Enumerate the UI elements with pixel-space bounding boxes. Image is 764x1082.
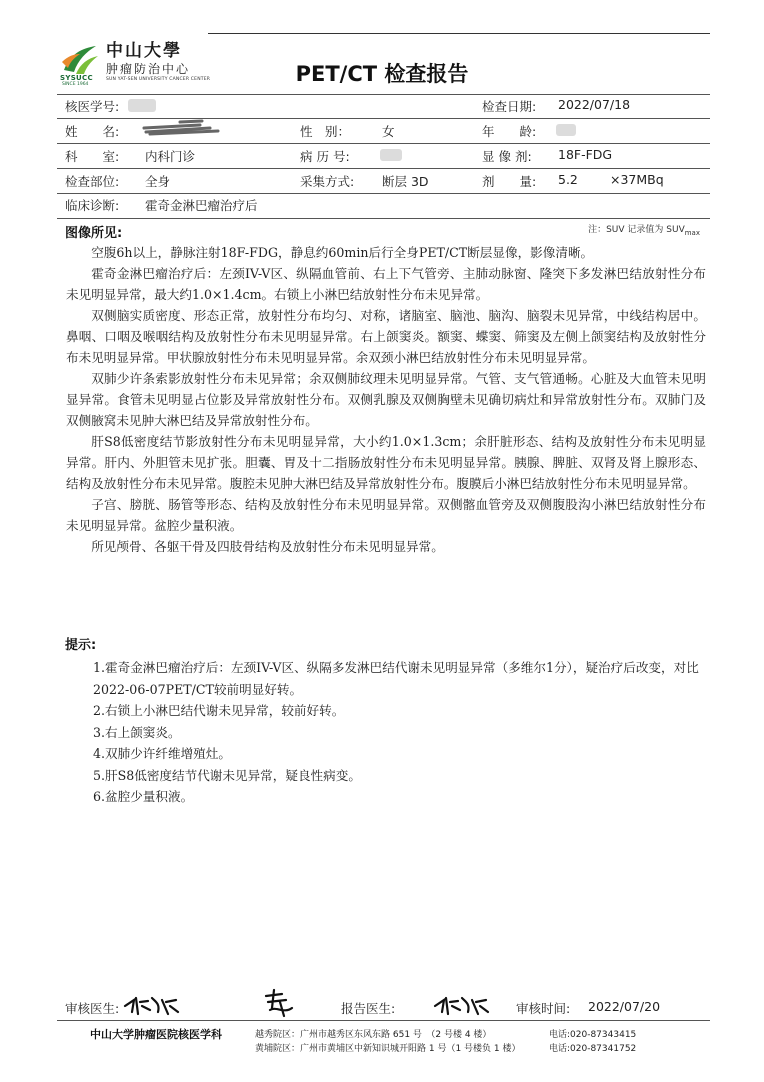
logo-english-name: SUN YAT-SEN UNIVERSITY CANCER CENTER <box>106 77 211 82</box>
footer-department: 中山大学肿瘤医院核医学科 <box>90 1028 222 1041</box>
age-label: 年 龄: <box>482 124 537 139</box>
sex-value: 女 <box>382 124 395 139</box>
findings-paragraph: 子宫、膀胱、肠管等形态、结构及放射性分布未见明显异常。双侧髂血管旁及双侧腹股沟小淋巴结放射性分布未见明显异常。盆腔少量积液。 <box>66 497 706 533</box>
dept-label: 科 室: <box>65 149 120 164</box>
second-signature-icon <box>262 988 296 1018</box>
impression-heading: 提示: <box>65 638 97 653</box>
reviewer-label: 审核医生: <box>65 1001 120 1016</box>
footer-phone-yuexiu: 电话:020-87343415 <box>549 1030 637 1040</box>
review-time-label: 审核时间: <box>516 1001 571 1016</box>
name-label: 姓 名: <box>65 124 120 139</box>
dose-value: 5.2 <box>558 172 578 187</box>
findings-paragraph: 肝S8低密度结节影放射性分布未见明显异常，大小约1.0×1.3cm；余肝脏形态、结构及放射性分布未见明显异常。肝内、外胆管未见扩张。胆囊、胃及十二指肠放射性分布未见明显异常。胰腺、脾脏、双肾及肾上腺形态、结构及放射性分布未见异常。腹腔未见肿大淋巴结及异常放射性分布。腹膜后小淋巴结放射性分布未见明显异常。 <box>66 434 706 491</box>
table-rule <box>57 218 710 219</box>
suv-note: 注：SUV 记录值为 $SUV_{max}$ <box>588 225 700 237</box>
impression-item: 3.右上颌窦炎。 <box>93 724 181 740</box>
logo-university-name: 中山大學 <box>106 41 182 61</box>
footer-address-yuexiu: 越秀院区：广州市越秀区东风东路 651 号 （2 号楼 4 楼） <box>255 1030 492 1040</box>
dose-label: 剂 量: <box>482 174 537 189</box>
sex-label: 性 别： <box>300 124 351 139</box>
reporter-label: 报告医生: <box>341 1001 396 1016</box>
footer-address-huangpu: 黄埔院区：广州市黄埔区中新知识城开阳路 1 号（1 号楼负 1 楼） <box>255 1044 521 1054</box>
findings-paragraph: 双肺少许条索影放射性分布未见异常；余双侧肺纹理未见明显异常。气管、支气管通畅。心脏及大血管未见明显异常。食管未见明显占位影及异常放射性分布。双侧乳腺及双侧胸壁未见确切病灶和异常放射性分布。双肺门及双侧腋窝未见肿大淋巴结及异常放射性分布。 <box>66 371 706 428</box>
redacted-record-no <box>380 149 402 161</box>
method-label: 采集方式: <box>300 174 355 189</box>
dept-value: 内科门诊 <box>145 149 196 164</box>
review-time-value: 2022/07/20 <box>588 999 661 1014</box>
nuclear-no-label: 核医学号: <box>65 99 120 114</box>
findings-heading: 图像所见: <box>65 226 123 241</box>
table-rule <box>57 168 710 169</box>
reporter-signature-icon <box>432 992 492 1018</box>
site-label: 检查部位: <box>65 174 120 189</box>
impression-item: 1.霍奇金淋巴瘤治疗后：左颈IV-V区、纵隔多发淋巴结代谢未见明显异常（多维尔1分），疑治疗后改变，对比2022-06-07PET/CT较前明显好转。 <box>93 660 699 697</box>
header-rule <box>208 33 710 34</box>
table-rule <box>57 143 710 144</box>
impression-body <box>93 657 703 808</box>
impression-item: 5.肝S8低密度结节代谢未见异常，疑良性病变。 <box>93 767 361 783</box>
redacted-name-scribble <box>140 119 220 137</box>
redacted-age <box>556 124 576 136</box>
record-no-label: 病 历 号: <box>300 149 350 164</box>
dose-unit: ×37MBq <box>610 172 664 187</box>
agent-value: 18F-FDG <box>558 147 613 162</box>
site-value: 全身 <box>145 174 171 189</box>
logo-center-name: 肿瘤防治中心 <box>106 62 191 76</box>
findings-paragraph: 所见颅骨、各躯干骨及四肢骨结构及放射性分布未见明显异常。 <box>91 539 444 554</box>
exam-date-value: 2022/07/18 <box>558 97 631 112</box>
impression-item: 6.盆腔少量积液。 <box>93 789 194 804</box>
diagnosis-value: 霍奇金淋巴瘤治疗后 <box>145 198 258 213</box>
footer-phone-huangpu: 电话:020-87341752 <box>549 1044 637 1054</box>
reviewer-signature-icon <box>122 992 182 1018</box>
findings-body <box>66 242 706 557</box>
findings-paragraph: 空腹6h以上，静脉注射18F-FDG，静息约60min后行全身PET/CT断层显像，影像清晰。 <box>91 245 594 260</box>
method-value: 断层 3D <box>382 174 429 189</box>
logo-since: SINCE 1964 <box>62 82 89 87</box>
table-rule <box>57 94 710 95</box>
impression-item: 2.右锁上小淋巴结代谢未见异常，较前好转。 <box>93 703 345 718</box>
report-title: PET/CT 检查报告 <box>295 62 469 86</box>
table-rule <box>57 193 710 194</box>
findings-paragraph: 双侧脑实质密度、形态正常，放射性分布均匀、对称，诸脑室、脑池、脑沟、脑裂未见异常，中线结构居中。鼻咽、口咽及喉咽结构及放射性分布未见明显异常。右上颌窦炎。额窦、蝶窦、筛窦及左侧上颌窦结构及放射性分布未见明显异常。甲状腺放射性分布未见明显异常。余双颈小淋巴结放射性分布未见明显异常。 <box>66 308 706 365</box>
footer-rule <box>57 1020 710 1021</box>
impression-item: 4.双肺少许纤维增殖灶。 <box>93 746 231 761</box>
exam-date-label: 检查日期: <box>482 99 537 114</box>
logo-badge: SYSUCC <box>60 74 93 82</box>
redacted-nuclear-no <box>128 99 156 112</box>
findings-paragraph: 霍奇金淋巴瘤治疗后：左颈IV-V区、纵隔血管前、右上下气管旁、主肺动脉窗、隆突下多发淋巴结放射性分布未见明显异常，最大约1.0×1.4cm。右锁上小淋巴结放射性分布未见异常。 <box>66 266 706 302</box>
agent-label: 显 像 剂: <box>482 149 532 164</box>
diagnosis-label: 临床诊断: <box>65 198 120 213</box>
